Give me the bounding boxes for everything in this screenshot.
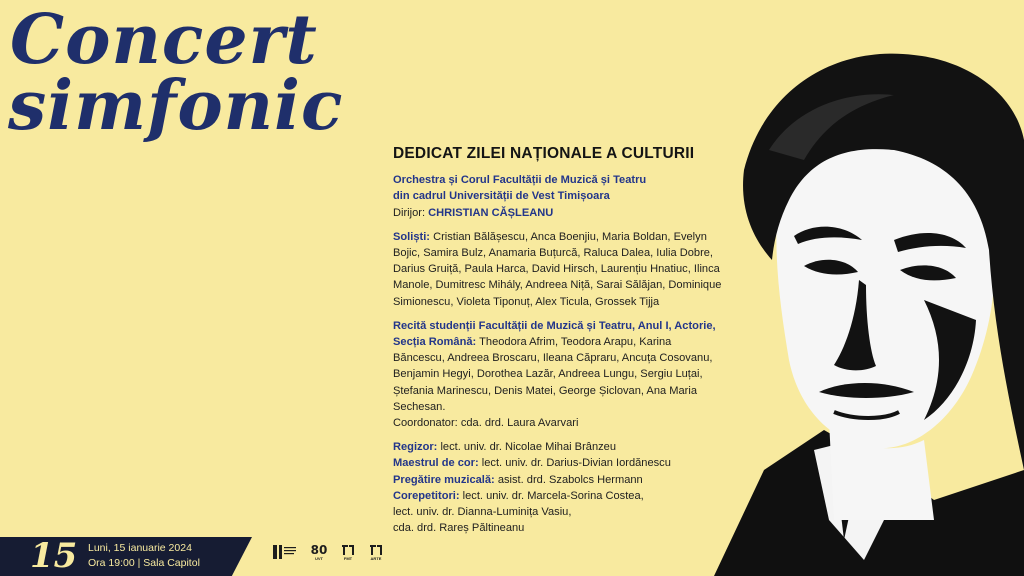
orchestra-line-1: Orchestra și Corul Facultății de Muzică și Teatru xyxy=(393,174,647,187)
event-date: Luni, 15 ianuarie 2024 xyxy=(88,542,192,554)
anniversary-logo xyxy=(310,542,328,561)
arte-emblem-icon xyxy=(368,544,384,556)
event-venue: Sala Capitol xyxy=(143,556,200,569)
title-line-1: Concert xyxy=(10,0,318,80)
credit-label: Pregătire muzicală: xyxy=(393,473,495,486)
program-details xyxy=(393,146,723,544)
fmt-logo xyxy=(340,544,356,561)
anniversary-80-icon xyxy=(310,542,328,556)
arte-logo xyxy=(368,544,384,561)
logo-caption: FMT xyxy=(343,556,353,561)
uvt-logo xyxy=(270,543,298,561)
credit-extra: lect. univ. dr. Dianna-Luminița Vasiu, xyxy=(393,506,572,519)
credit-value: asist. drd. Szabolcs Hermann xyxy=(497,473,643,486)
subtitle-heading: DEDICAT ZILEI NAȚIONALE A CULTURII xyxy=(393,145,695,162)
logo-caption: ARTE xyxy=(370,556,382,561)
event-day-number: 15 xyxy=(30,536,78,576)
conductor-line xyxy=(393,205,723,221)
event-time-venue xyxy=(88,556,200,571)
event-separator: | xyxy=(137,556,141,569)
recital-names: Theodora Afrim, Teodora Arapu, Karina Băncescu, Andreea Broscaru, Ileana Căpraru, Ancuța Cosovanu, Benjamin Hegyi, Dorothea Lazăr, Andreea Lungu, Sergiu Luțai, Ștefania Marinescu, Denis Matei, George Șiclovan, Ana Maria Sechesan. xyxy=(393,336,713,413)
soloists-label: Soliști: xyxy=(393,230,430,243)
credit-line xyxy=(393,488,723,504)
soloists-block xyxy=(393,229,723,310)
credit-extra: cda. drd. Rareș Păltineanu xyxy=(393,522,525,535)
recital-coordinator: Coordonator: cda. drd. Laura Avarvari xyxy=(393,417,579,430)
credit-label: Corepetitori: xyxy=(393,489,460,502)
recital-block xyxy=(393,318,723,431)
event-date-info xyxy=(88,541,200,570)
svg-text:80: 80 xyxy=(310,543,328,556)
event-time: Ora 19:00 xyxy=(88,556,135,569)
orchestra-line-2: din cadrul Universității de Vest Timișoara xyxy=(393,190,610,203)
orchestra-block xyxy=(393,172,723,221)
credit-value: lect. univ. dr. Marcela-Sorina Costea, xyxy=(462,489,644,502)
credit-value: lect. univ. dr. Nicolae Mihai Brânzeu xyxy=(440,441,616,454)
credit-line xyxy=(393,472,723,488)
soloists-names: Cristian Bălășescu, Anca Boenjiu, Maria Boldan, Evelyn Bojic, Samira Bulz, Anamaria Buțurcă, Raluca Dalea, Iulia Dobre, Darius Gruiță, Paula Harca, David Hirsch, Laurențiu Hnatiuc, Ilinca Manole, Dumitresc Mihály, Andreea Niță, Sarai Sălăjan, Dominique Simionescu, Violeta Tiponuț, Alex Ticula, Grossek Tijja xyxy=(393,230,722,308)
fmt-emblem-icon xyxy=(340,544,356,556)
credit-line xyxy=(393,455,723,471)
conductor-name: CHRISTIAN CĂȘLEANU xyxy=(428,206,554,219)
logo-caption: UVT xyxy=(315,556,323,561)
credit-line xyxy=(393,439,723,455)
credit-label: Maestrul de cor: xyxy=(393,457,479,470)
credits-block xyxy=(393,439,723,536)
conductor-label: Dirijor: xyxy=(393,206,426,219)
uvt-emblem-icon xyxy=(270,543,298,561)
partner-logos xyxy=(270,542,384,561)
credit-label: Regizor: xyxy=(393,441,438,454)
credit-value: lect. univ. dr. Darius-Divian Iordănescu xyxy=(481,457,671,470)
title-line-2: simfonic xyxy=(8,66,344,146)
recital-label: Recită studenții Facultății de Muzică și Teatru, Anul I, Actorie, Secția Română: xyxy=(393,319,716,349)
